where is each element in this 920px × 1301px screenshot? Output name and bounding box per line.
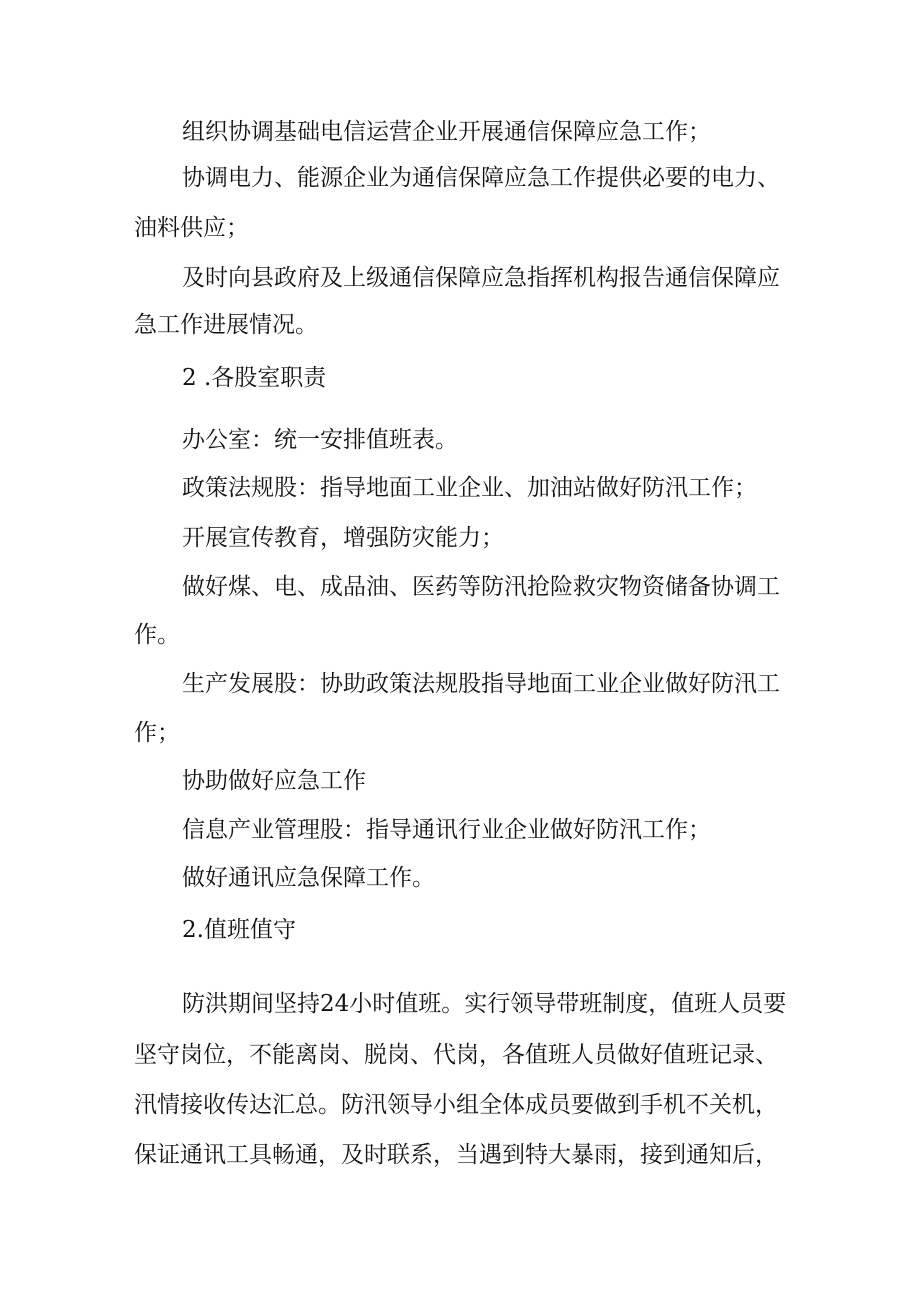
section-heading: 2.值班值守 <box>182 917 296 943</box>
paragraph-line: 做好通讯应急保障工作。 <box>182 865 435 891</box>
paragraph-line: 开展宣传教育，增强防灾能力； <box>182 525 504 551</box>
paragraph-line: 防洪期间坚持24小时值班。实行领导带班制度，值班人员要 <box>182 991 787 1017</box>
paragraph-line: 油料供应； <box>134 215 249 241</box>
paragraph-line: 急工作进展情况。 <box>134 312 318 338</box>
paragraph-line: 协助做好应急工作 <box>182 768 366 794</box>
paragraph-line: 协调电力、能源企业为通信保障应急工作提供必要的电力、 <box>182 165 780 191</box>
paragraph-line: 做好煤、电、成品油、医药等防汛抢险救灾物资储备协调工 <box>182 574 780 600</box>
paragraph-line: 信息产业管理股：指导通讯行业企业做好防汛工作； <box>182 817 711 843</box>
paragraph-line: 汛情接收传达汇总。防汛领导小组全体成员要做到手机不关机， <box>134 1092 778 1118</box>
paragraph-line: 保证通讯工具畅通，及时联系，当遇到特大暴雨，接到通知后， <box>134 1142 778 1168</box>
paragraph-line: 作。 <box>134 622 180 648</box>
section-heading: 2 .各股室职责 <box>182 365 327 391</box>
paragraph-line: 办公室：统一安排值班表。 <box>182 427 458 453</box>
paragraph-line: 作； <box>134 720 180 746</box>
paragraph-line: 坚守岗位，不能离岗、脱岗、代岗，各值班人员做好值班记录、 <box>134 1042 778 1068</box>
paragraph-line: 及时向县政府及上级通信保障应急指挥机构报告通信保障应 <box>182 265 780 291</box>
paragraph-line: 生产发展股：协助政策法规股指导地面工业企业做好防汛工 <box>182 671 780 697</box>
paragraph-line: 组织协调基础电信运营企业开展通信保障应急工作； <box>182 119 711 145</box>
paragraph-line: 政策法规股：指导地面工业企业、加油站做好防汛工作； <box>182 475 757 501</box>
